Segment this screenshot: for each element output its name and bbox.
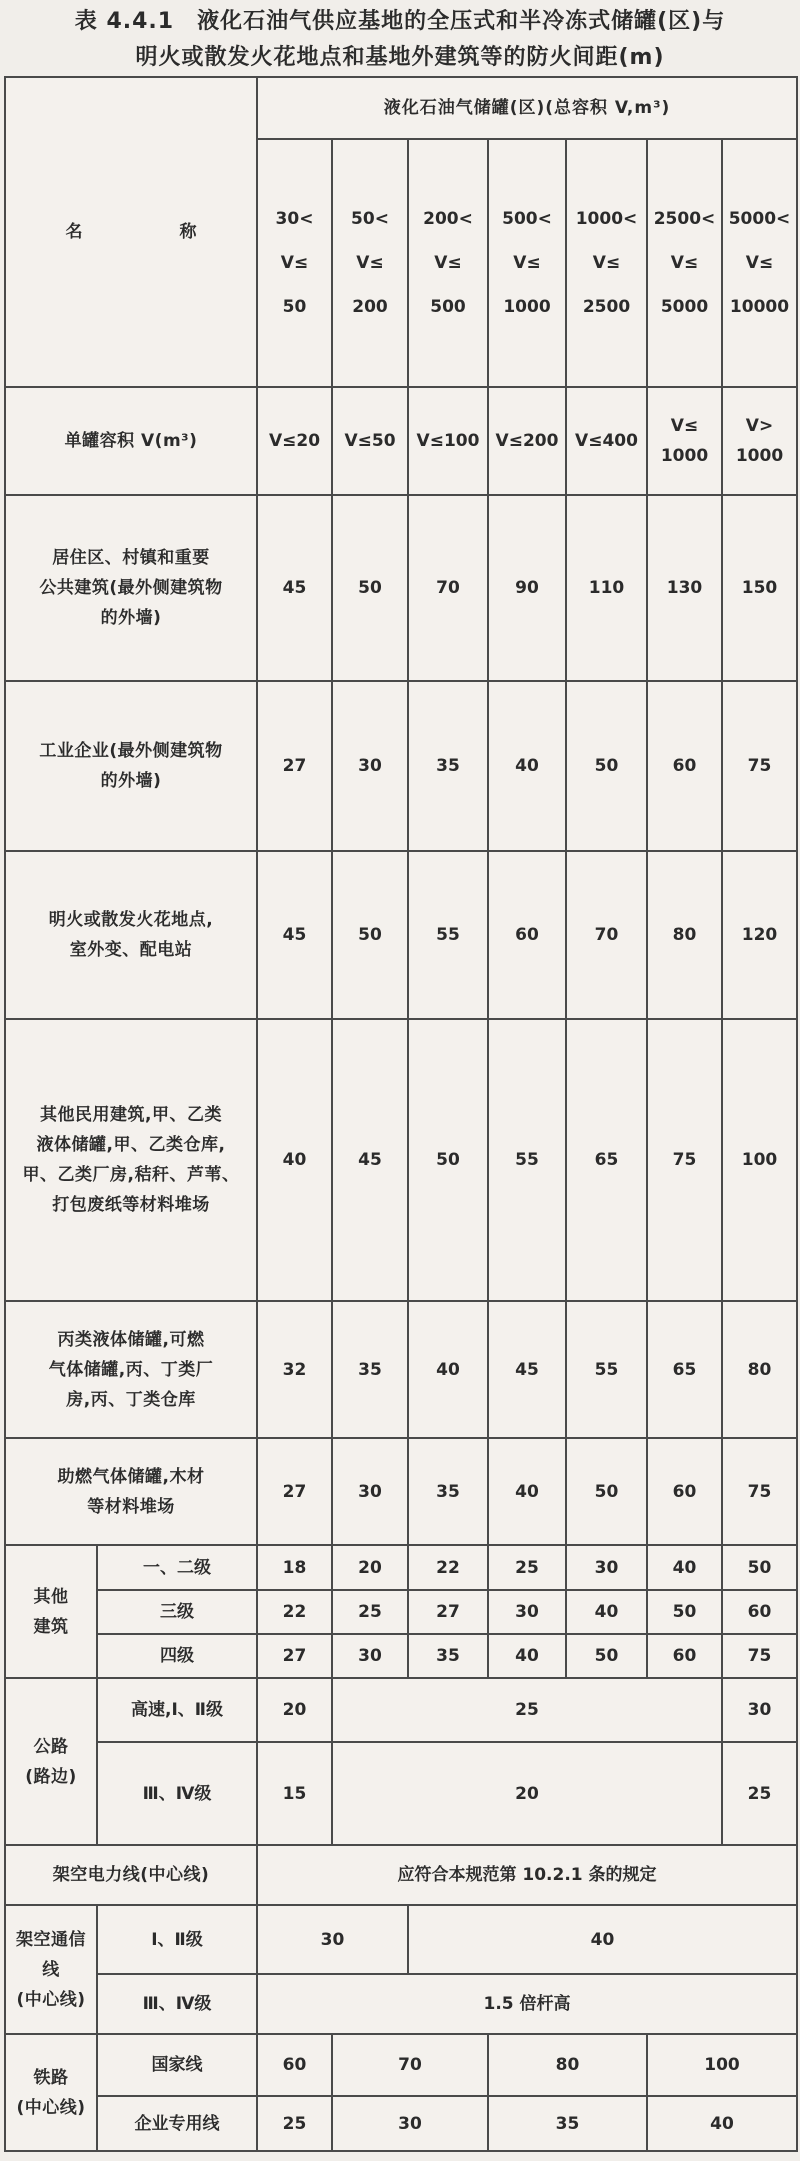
table-cell: 100 — [647, 2034, 797, 2096]
table-cell: 80 — [722, 1301, 797, 1438]
table-cell: 90 — [488, 495, 566, 681]
table-cell: 60 — [647, 1438, 722, 1545]
table-cell: 20 — [332, 1742, 722, 1845]
table-title — [0, 0, 800, 76]
row-label: 其他民用建筑,甲、乙类 液体储罐,甲、乙类仓库, 甲、乙类厂房,秸秆、芦苇、 打包废纸等材料堆场 — [5, 1019, 257, 1301]
other-buildings-label: 其他 建筑 — [5, 1545, 97, 1678]
table-cell: 45 — [332, 1019, 408, 1301]
title-line-1: 表 4.4.1 液化石油气供应基地的全压式和半冷冻式储罐(区)与 — [74, 9, 726, 34]
row-label: 工业企业(最外侧建筑物 的外墙) — [5, 681, 257, 851]
row-label: 居住区、村镇和重要 公共建筑(最外侧建筑物 的外墙) — [5, 495, 257, 681]
table-cell: 40 — [647, 1545, 722, 1590]
range-cell: 50< V≤ 200 — [332, 139, 408, 387]
table-cell: 60 — [488, 851, 566, 1019]
table-cell: 25 — [332, 1590, 408, 1634]
fire-distance-table — [4, 76, 798, 2152]
table-cell: 50 — [332, 495, 408, 681]
range-cell: 2500< V≤ 5000 — [647, 139, 722, 387]
table-cell: 25 — [332, 1678, 722, 1742]
table-row — [5, 1905, 797, 1974]
table-cell: 75 — [647, 1019, 722, 1301]
table-cell: V≤50 — [332, 387, 408, 495]
table-cell: 65 — [647, 1301, 722, 1438]
row-label: 架空电力线(中心线) — [5, 1845, 257, 1905]
table-cell: 35 — [488, 2096, 647, 2151]
title-line-2: 明火或散发火花地点和基地外建筑等的防火间距(m) — [135, 45, 665, 70]
table-cell: 150 — [722, 495, 797, 681]
table-cell: 40 — [408, 1905, 797, 1974]
row-label: 明火或散发火花地点, 室外变、配电站 — [5, 851, 257, 1019]
table-cell: 40 — [488, 1438, 566, 1545]
range-cell: 200< V≤ 500 — [408, 139, 488, 387]
table-cell: 35 — [408, 681, 488, 851]
table-cell: 30 — [332, 1634, 408, 1678]
table-cell: 30 — [332, 2096, 488, 2151]
range-cell: 30< V≤ 50 — [257, 139, 332, 387]
row-sub-label: 一、二级 — [97, 1545, 257, 1590]
table-row — [5, 1545, 797, 1590]
table-cell: 130 — [647, 495, 722, 681]
row-sub-label: 高速,Ⅰ、Ⅱ级 — [97, 1678, 257, 1742]
single-tank-row — [5, 387, 797, 495]
table-cell: 40 — [257, 1019, 332, 1301]
table-cell: 27 — [257, 681, 332, 851]
table-cell: 40 — [488, 681, 566, 851]
table-cell: 75 — [722, 1634, 797, 1678]
table-cell: 1.5 倍杆高 — [257, 1974, 797, 2034]
table-cell: 55 — [488, 1019, 566, 1301]
row-sub-label: 四级 — [97, 1634, 257, 1678]
table-cell: 27 — [257, 1634, 332, 1678]
table-cell: 55 — [566, 1301, 647, 1438]
table-row — [5, 1301, 797, 1438]
table-cell: 50 — [566, 681, 647, 851]
table-cell: 25 — [257, 2096, 332, 2151]
single-tank-label: 单罐容积 V(m³) — [5, 387, 257, 495]
table-row — [5, 1634, 797, 1678]
table-row — [5, 1019, 797, 1301]
table-cell: 60 — [722, 1590, 797, 1634]
table-cell: 20 — [257, 1678, 332, 1742]
table-cell: V≤20 — [257, 387, 332, 495]
table-row — [5, 1742, 797, 1845]
table-cell: 50 — [722, 1545, 797, 1590]
tank-group-header: 液化石油气储罐(区)(总容积 V,m³) — [257, 77, 797, 139]
table-cell: 30 — [488, 1590, 566, 1634]
comm-line-label: 架空通信线 (中心线) — [5, 1905, 97, 2034]
range-cell: 500< V≤ 1000 — [488, 139, 566, 387]
table-cell: 30 — [722, 1678, 797, 1742]
range-cell: 1000< V≤ 2500 — [566, 139, 647, 387]
table-cell: V≤200 — [488, 387, 566, 495]
table-cell: V≤ 1000 — [647, 387, 722, 495]
table-cell: 60 — [647, 1634, 722, 1678]
table-cell: 60 — [647, 681, 722, 851]
table-cell: V> 1000 — [722, 387, 797, 495]
table-cell: 应符合本规范第 10.2.1 条的规定 — [257, 1845, 797, 1905]
table-cell: 40 — [408, 1301, 488, 1438]
table-row — [5, 2034, 797, 2096]
range-cell: 5000< V≤ 10000 — [722, 139, 797, 387]
road-label: 公路 (路边) — [5, 1678, 97, 1845]
table-cell: 40 — [488, 1634, 566, 1678]
table-cell: 65 — [566, 1019, 647, 1301]
table-cell: 120 — [722, 851, 797, 1019]
table-cell: 50 — [408, 1019, 488, 1301]
table-cell: 60 — [257, 2034, 332, 2096]
table-cell: 30 — [566, 1545, 647, 1590]
table-cell: 22 — [257, 1590, 332, 1634]
row-sub-label: 三级 — [97, 1590, 257, 1634]
table-cell: V≤400 — [566, 387, 647, 495]
table-cell: V≤100 — [408, 387, 488, 495]
row-sub-label: Ⅲ、Ⅳ级 — [97, 1974, 257, 2034]
table-cell: 80 — [647, 851, 722, 1019]
table-cell: 35 — [408, 1438, 488, 1545]
table-cell: 50 — [332, 851, 408, 1019]
table-cell: 70 — [408, 495, 488, 681]
row-label: 助燃气体储罐,木材 等材料堆场 — [5, 1438, 257, 1545]
table-cell: 35 — [408, 1634, 488, 1678]
table-cell: 40 — [647, 2096, 797, 2151]
table-cell: 55 — [408, 851, 488, 1019]
name-header: 名 称 — [5, 77, 257, 387]
table-cell: 25 — [722, 1742, 797, 1845]
table-cell: 70 — [566, 851, 647, 1019]
table-cell: 30 — [332, 1438, 408, 1545]
table-cell: 45 — [488, 1301, 566, 1438]
table-cell: 45 — [257, 495, 332, 681]
table-row — [5, 851, 797, 1019]
table-cell: 100 — [722, 1019, 797, 1301]
table-cell: 18 — [257, 1545, 332, 1590]
table-cell: 30 — [332, 681, 408, 851]
table-cell: 75 — [722, 1438, 797, 1545]
table-row — [5, 1590, 797, 1634]
table-cell: 30 — [257, 1905, 408, 1974]
table-cell: 32 — [257, 1301, 332, 1438]
row-label: 丙类液体储罐,可燃 气体储罐,丙、丁类厂 房,丙、丁类仓库 — [5, 1301, 257, 1438]
table-cell: 27 — [257, 1438, 332, 1545]
row-sub-label: 企业专用线 — [97, 2096, 257, 2151]
table-cell: 25 — [488, 1545, 566, 1590]
table-cell: 50 — [566, 1438, 647, 1545]
table-cell: 50 — [566, 1634, 647, 1678]
table-cell: 40 — [566, 1590, 647, 1634]
table-cell: 20 — [332, 1545, 408, 1590]
table-cell: 22 — [408, 1545, 488, 1590]
table-row — [5, 1845, 797, 1905]
table-row — [5, 1678, 797, 1742]
table-cell: 45 — [257, 851, 332, 1019]
table-cell: 35 — [332, 1301, 408, 1438]
table-row — [5, 681, 797, 851]
table-cell: 50 — [647, 1590, 722, 1634]
row-sub-label: Ⅰ、Ⅱ级 — [97, 1905, 257, 1974]
table-row — [5, 495, 797, 681]
table-cell: 110 — [566, 495, 647, 681]
table-cell: 80 — [488, 2034, 647, 2096]
table-cell: 70 — [332, 2034, 488, 2096]
railway-label: 铁路 (中心线) — [5, 2034, 97, 2151]
table-cell: 75 — [722, 681, 797, 851]
row-sub-label: Ⅲ、Ⅳ级 — [97, 1742, 257, 1845]
table-row — [5, 1974, 797, 2034]
table-cell: 27 — [408, 1590, 488, 1634]
row-sub-label: 国家线 — [97, 2034, 257, 2096]
table-cell: 15 — [257, 1742, 332, 1845]
table-row — [5, 1438, 797, 1545]
table-row — [5, 2096, 797, 2151]
